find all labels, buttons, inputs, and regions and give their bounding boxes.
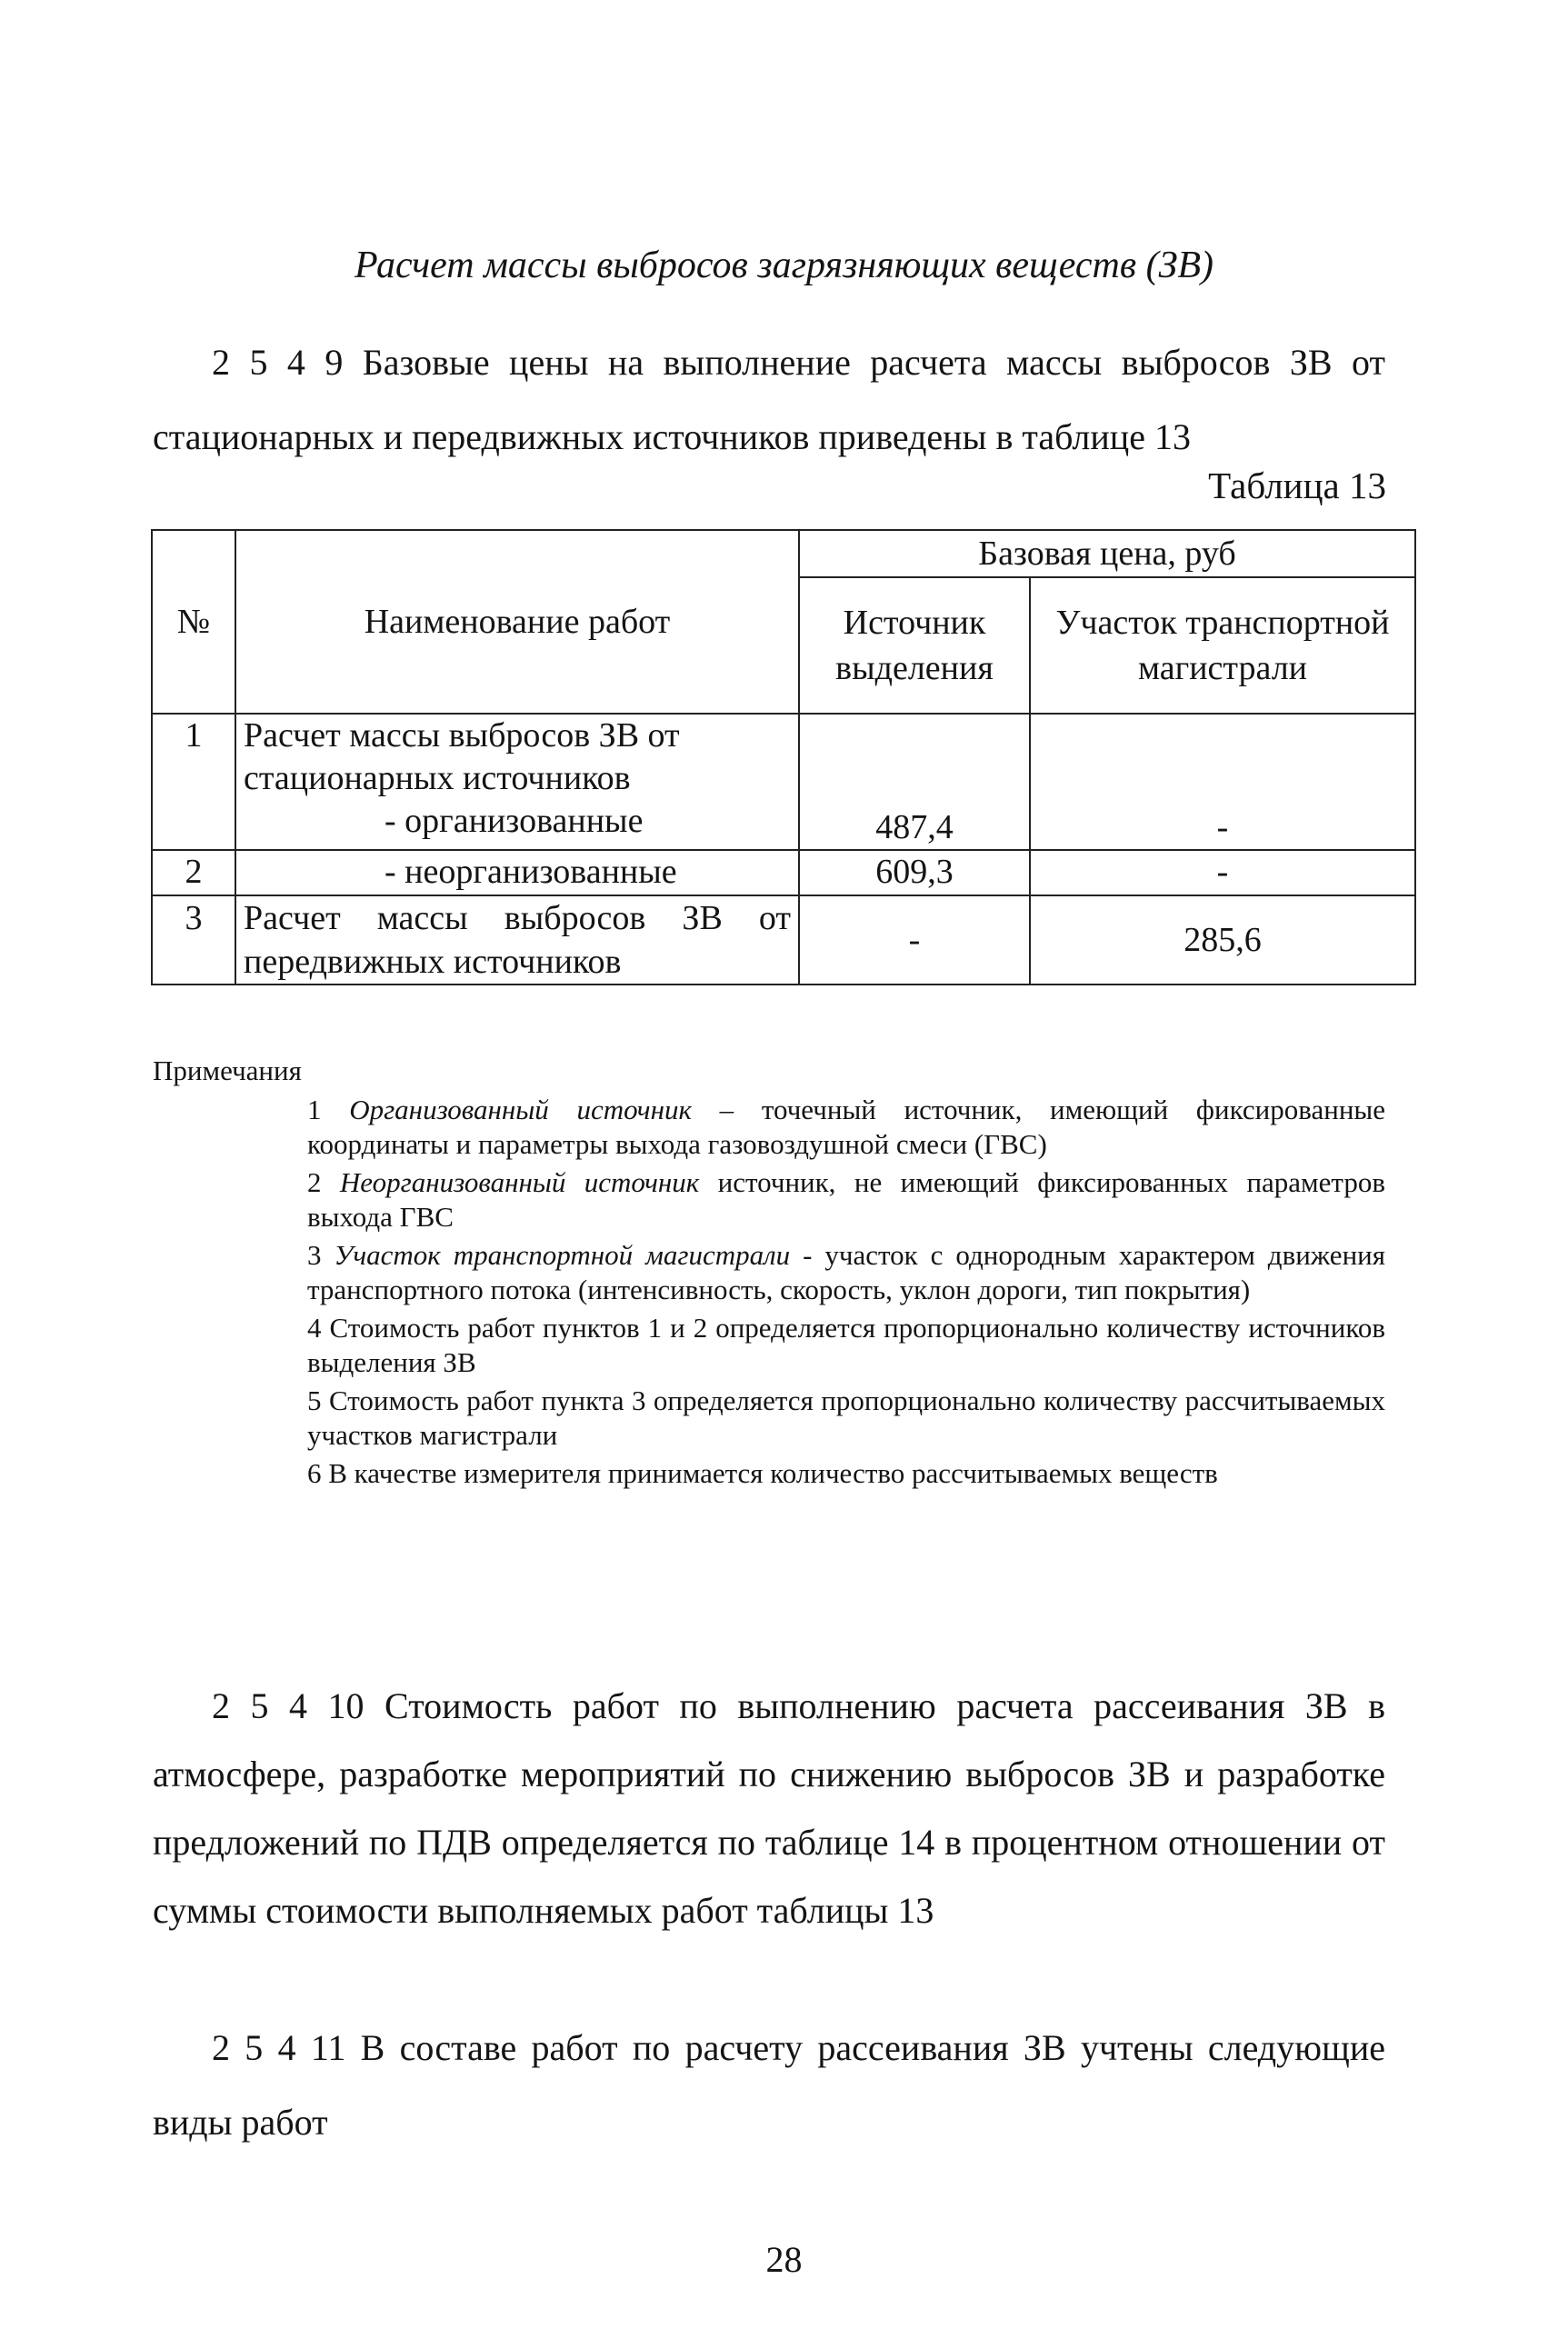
row-source-price: 609,3 xyxy=(799,850,1030,895)
table-row xyxy=(152,850,1415,895)
notes-heading: Примечания xyxy=(153,1055,302,1086)
row-name-line: передвижных источников xyxy=(244,943,622,981)
paragraph-2-5-4-9: 2 5 4 9 Базовые цены на выполнение расчета массы выбросов ЗВ от стационарных и передвижных источников приведены в таблице 13 xyxy=(153,342,1385,457)
row-section-price: - xyxy=(1030,714,1415,850)
note-item xyxy=(307,1238,1385,1307)
row-work-name xyxy=(235,850,799,895)
note-text: источник, не имеющий фиксированных параметров выхода ГВС xyxy=(307,1166,1385,1233)
table-row xyxy=(152,714,1415,850)
note-term: Участок транспортной магистрали xyxy=(334,1239,791,1271)
note-item xyxy=(307,1384,1385,1453)
row-name-line: - организованные xyxy=(385,802,644,840)
row-source-price: - xyxy=(799,895,1030,985)
paragraph-2-5-4-11: 2 5 4 11 В составе работ по расчету рассеивания ЗВ учтены следующие виды работ xyxy=(153,2027,1385,2143)
note-text: В качестве измерителя принимается количество рассчитываемых веществ xyxy=(328,1457,1218,1489)
note-item xyxy=(307,1311,1385,1380)
note-number: 3 xyxy=(307,1239,322,1271)
row-name-line: Расчет массы выбросов ЗВ от xyxy=(244,899,791,937)
row-work-name xyxy=(235,895,799,985)
row-section-price: - xyxy=(1030,850,1415,895)
row-number: 2 xyxy=(152,850,235,895)
note-item xyxy=(307,1093,1385,1162)
header-road-section: Участок транспортной магистрали xyxy=(1030,577,1415,714)
note-term: Неорганизованный источник xyxy=(339,1166,700,1198)
header-base-price: Базовая цена, руб xyxy=(799,530,1415,577)
row-name-line: стационарных источников xyxy=(244,759,631,797)
note-number: 1 xyxy=(307,1094,322,1125)
note-number: 4 xyxy=(307,1312,322,1344)
page-number: 28 xyxy=(765,2239,803,2280)
note-number: 6 xyxy=(307,1457,322,1489)
row-name-line: - неорганизованные xyxy=(385,853,677,891)
note-term: Организованный источник xyxy=(349,1094,692,1125)
header-work-name: Наименование работ xyxy=(235,530,799,714)
header-emission-source: Источник выделения xyxy=(799,577,1030,714)
note-text: Стоимость работ пунктов 1 и 2 определяется пропорционально количеству источников выделения ЗВ xyxy=(307,1312,1385,1378)
price-table xyxy=(151,529,1416,985)
note-text: Стоимость работ пункта 3 определяется пропорционально количеству рассчитываемых участков магистрали xyxy=(307,1384,1385,1451)
row-work-name xyxy=(235,714,799,850)
paragraph-2-5-4-10: 2 5 4 10 Стоимость работ по выполнению расчета рассеивания ЗВ в атмосфере, разработке мероприятий по снижению выбросов ЗВ и разработке предложений по ПДВ определяется по таблице 14 в процентном отношении от суммы стоимости выполняемых работ таблицы 13 xyxy=(153,1685,1385,1931)
note-number: 5 xyxy=(307,1384,322,1416)
notes-list xyxy=(307,1093,1385,1494)
note-number: 2 xyxy=(307,1166,322,1198)
row-number: 3 xyxy=(152,895,235,985)
section-title: Расчет массы выбросов загрязняющих веществ (ЗВ) xyxy=(354,245,1214,286)
note-item xyxy=(307,1456,1385,1491)
row-source-price: 487,4 xyxy=(799,714,1030,850)
row-name-line: Расчет массы выбросов ЗВ от xyxy=(244,716,680,755)
table-label: Таблица 13 xyxy=(1208,465,1386,506)
note-item xyxy=(307,1165,1385,1234)
table-row xyxy=(152,895,1415,985)
note-text: - участок с однородным характером движения транспортного потока (интенсивность, скорость, уклон дороги, тип покрытия) xyxy=(307,1239,1386,1305)
row-section-price: 285,6 xyxy=(1030,895,1415,985)
note-text: – точечный источник, имеющий фиксированные координаты и параметры выхода газовоздушной смеси (ГВС) xyxy=(307,1094,1385,1160)
header-number: № xyxy=(152,530,235,714)
row-number: 1 xyxy=(152,714,235,850)
